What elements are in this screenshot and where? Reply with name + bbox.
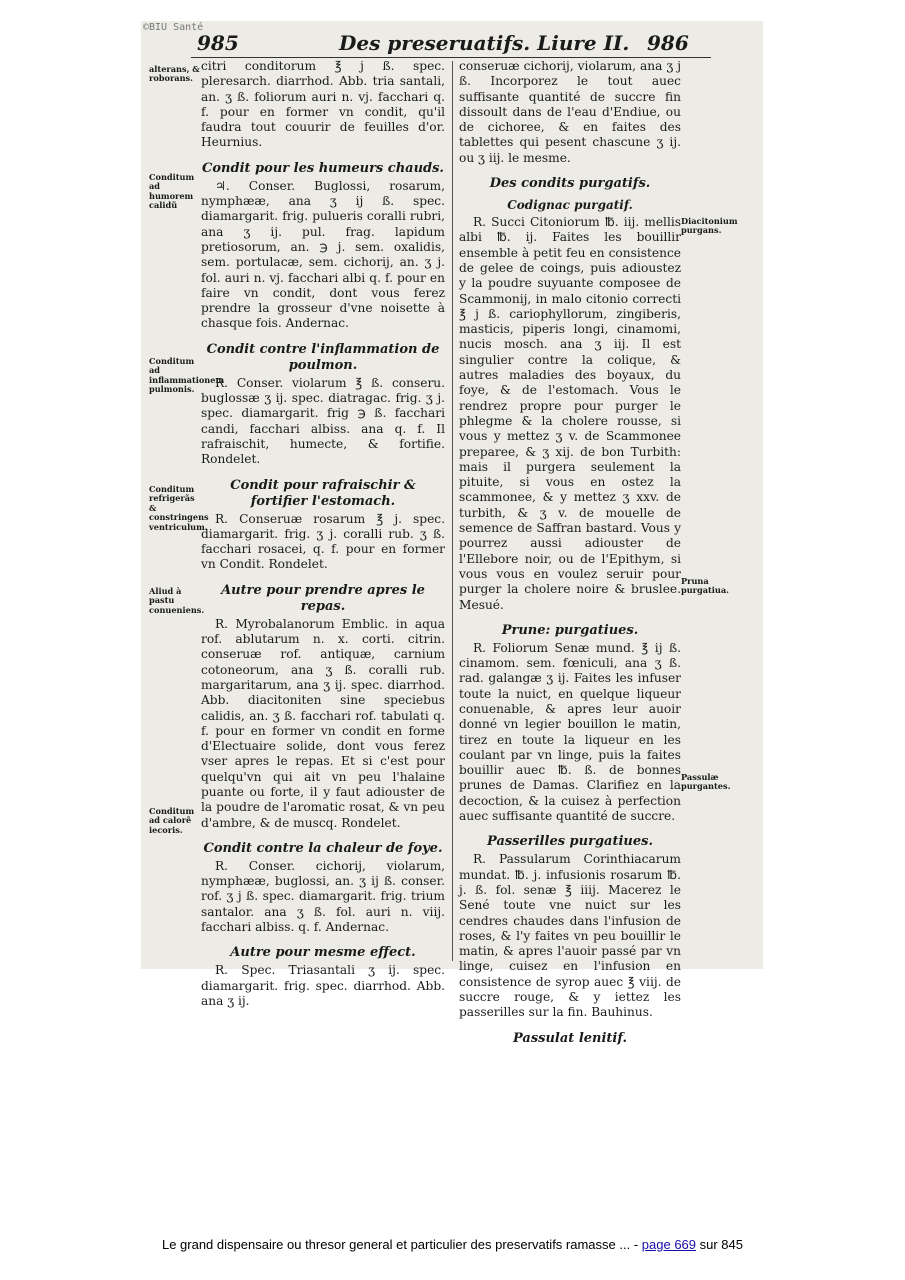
section-title-condits-purgatifs: Des condits purgatifs. — [489, 176, 651, 192]
section-text-codignac: R. Succi Citoniorum ℔. iij. mellis albi ℔. ij. Faites les bouillir ensemble à petit feu en consistence de gelee de coings, puis adioustez y la poudre suyuante composee de Scammonij, in malo citonio correcti ℥ j ß. cariophyllorum, zingiberis, masticis, piperis longi, cinamomi, nucis mosch. ana ʒ iij. Il est singulier contre la colique, & autres maladies des boyaux, du foye, & de l'estomach. Vous le rendrez propre pour purger le phlegme & la cholere rousse, si vous y mettez ʒ v. de Scammonee preparee, & ʒ xij. de bon Turbith: mais il purgera seulement la pituite, si vous en ostez la scammonee, & y mettez ʒ xxv. de turbith, & ʒ v. de mouelle de semence de Saffran bastard. Vous y pourrez aussi adiouster de l'Ellebore noir, ou de l'Epithym, si vous vous en voulez seruir pour purger la cholere noire & bruslee. Mesué. — [459, 215, 681, 612]
right-intro-text: conseruæ cichorij, violarum, ana ʒ j ß. Incorporez le tout auec suffisante quantité de succre fin dissoult dans de l'eau d'Endiue, ou de cichoree, & en faites des tablettes qui pesent chascune ʒ ij. ou ʒ iij. le mesme. — [459, 59, 681, 165]
header-rule — [191, 57, 711, 58]
margin-note-foye: Conditum ad calorẽ iecoris. — [149, 806, 195, 835]
running-title: Des preseruatifs. Liure II. — [339, 31, 630, 55]
margin-note-humeurs: Conditum ad humorem calidũ — [149, 172, 195, 211]
section-text-mesme-effect: R. Spec. Triasantali ʒ ij. spec. diamargarit. frig. spec. diarrhod. Abb. ana ʒ ij. — [201, 963, 445, 1008]
margin-note-pruna: Pruna purgatiua. — [681, 576, 730, 596]
margin-note-estomach: Conditum refrigerãs & constringens ventriculum. — [149, 484, 209, 532]
section-text-poulmon: R. Conser. violarum ℥ ß. conseru. buglossæ ʒ ij. spec. diatragac. frig. ʒ j. spec. diamargarit. frig ℈ ß. facchari candi, facchari albiss. ana q. f. Il rafraischit, humecte, & fortifie. Rondelet. — [201, 375, 445, 467]
caption-total: sur 845 — [699, 1237, 744, 1252]
left-intro-text: citri conditorum ℥ j ß. spec. pleresarch. diarrhod. Abb. tria santali, an. ʒ ß. foliorum auri n. vj. facchari q. f. pour en former vn condit, qu'il faudra tout couurir de feuilles d'or. Heurnius. — [201, 59, 445, 150]
section-title-humeurs: Condit pour les humeurs chauds. — [202, 160, 444, 176]
section-text-prunes: R. Foliorum Senæ mund. ℥ ij ß. cinamom. sem. fœniculi, ana ʒ ß. rad. galangæ ʒ ij. Faites les infuser toute la nuict, en quelque liqueur conuenable, & apres leur auoir donné vn legier bouillon le matin, tirez en toute la liqueur en les coulant par vn linge, puis la faites bouillir auec ℔. ß. de bonnes prunes de Damas. Clarifiez en la decoction, & la cuisez à perfection auec suffisante quantité de succre. — [459, 640, 681, 824]
section-title-passerilles: Passerilles purgatiues. — [487, 834, 653, 850]
caption-title: Le grand dispensaire ou thresor general et particulier des preservatifs ramasse ... - — [161, 1237, 639, 1252]
section-title-mesme-effect: Autre pour mesme effect. — [230, 945, 416, 961]
page-caption — [0, 1237, 905, 1252]
margin-note-alterans: alterans, & roborans. — [149, 64, 200, 84]
left-page-number: 985 — [197, 31, 239, 55]
left-column — [201, 59, 445, 1009]
section-text-foye: R. Conser. cichorij, violarum, nymphææ, buglossi, an. ʒ ij ß. conser. rof. ʒ j ß. spec. diamargarit. frig. trium santalor. ana ʒ ß. fol. auri n. viij. facchari albiss. q. f. Andernac. — [201, 858, 445, 935]
section-title-passulat: Passulat lenitif. — [512, 1030, 628, 1046]
section-text-estomach: R. Conseruæ rosarum ℥ j. spec. diamargarit. frig. ʒ j. coralli rub. ʒ ß. facchari rosacei, q. f. pour en former vn Condit. Rondelet. — [201, 511, 445, 572]
section-title-estomach: Condit pour rafraischir & fortifier l'estomach. — [230, 477, 416, 509]
column-divider — [452, 61, 453, 961]
section-text-humeurs: ♃. Conser. Buglossi, rosarum, nymphææ, ana ʒ ij ß. spec. diamargarit. frig. pulueris coralli rubri, ana ʒ ij. pul. frag. lapidum pretiosorum, an. ℈ j. sem. oxalidis, sem. portulacæ, sem. cichorij, an. ʒ j. fol. auri n. vj. facchari albi q. f. pour en faire vn condit, dont vous ferez prendre la grosseur d'vne noisette à chasque fois. Andernac. — [201, 178, 445, 331]
scanned-page — [141, 21, 763, 1046]
right-page-number: 986 — [647, 31, 689, 55]
margin-note-diacitonium: Diacitonium purgans. — [681, 216, 738, 236]
margin-note-poulmon: Conditum ad inflammationem pulmonis. — [149, 356, 225, 395]
page-link[interactable]: page 669 — [641, 1237, 697, 1252]
section-text-passerilles: R. Passularum Corinthiacarum mundat. ℔. j. infusionis rosarum ℔. j. ß. fol. senæ ℥ iiij. Macerez le Sené toute vne nuict sur les cendres chaudes dans l'infusion de roses, & l'y faites vn peu bouillir le matin, & apres l'auoir passé par vn linge, cuisez en l'infusion en consistence de syrop auec ℥ viij. de succre rouge, & y iettez les passerilles sur la fin. Bauhinus. — [459, 852, 681, 1020]
section-title-repas: Autre pour prendre apres le repas. — [221, 582, 425, 614]
margin-note-passulae: Passulæ purgantes. — [681, 772, 731, 792]
right-column — [459, 59, 681, 1049]
section-title-foye: Condit contre la chaleur de foye. — [203, 840, 443, 856]
section-text-repas: R. Myrobalanorum Emblic. in aqua rof. ablutarum n. x. corti. citrin. conseruæ rof. antiquæ, carnium cotoneorum, ana ʒ ß. coralli rub. margaritarum, ana ʒ ij. spec. diarrhod. Abb. diacitoniten sine speciebus calidis, an. ʒ ß. facchari rof. tabulati q. f. pour en former vn condit en forme d'Electuaire solide, dont vous ferez vser apres le repas. Et si c'est pour quelqu'vn qui ait vn peu l'halaine puante ou forte, il y faut adiouster de la poudre de l'aromatic rosat, & vn peu d'ambre, & de muscq. Rondelet. — [201, 616, 445, 830]
watermark-text: ©BIU Santé — [143, 22, 204, 33]
margin-note-repas: Aliud à pastu conueniens. — [149, 586, 205, 615]
section-title-poulmon: Condit contre l'inflammation de poulmon. — [206, 341, 440, 373]
section-subtitle-codignac: Codignac purgatif. — [507, 198, 633, 213]
section-title-prunes: Prune: purgatiues. — [501, 622, 639, 638]
